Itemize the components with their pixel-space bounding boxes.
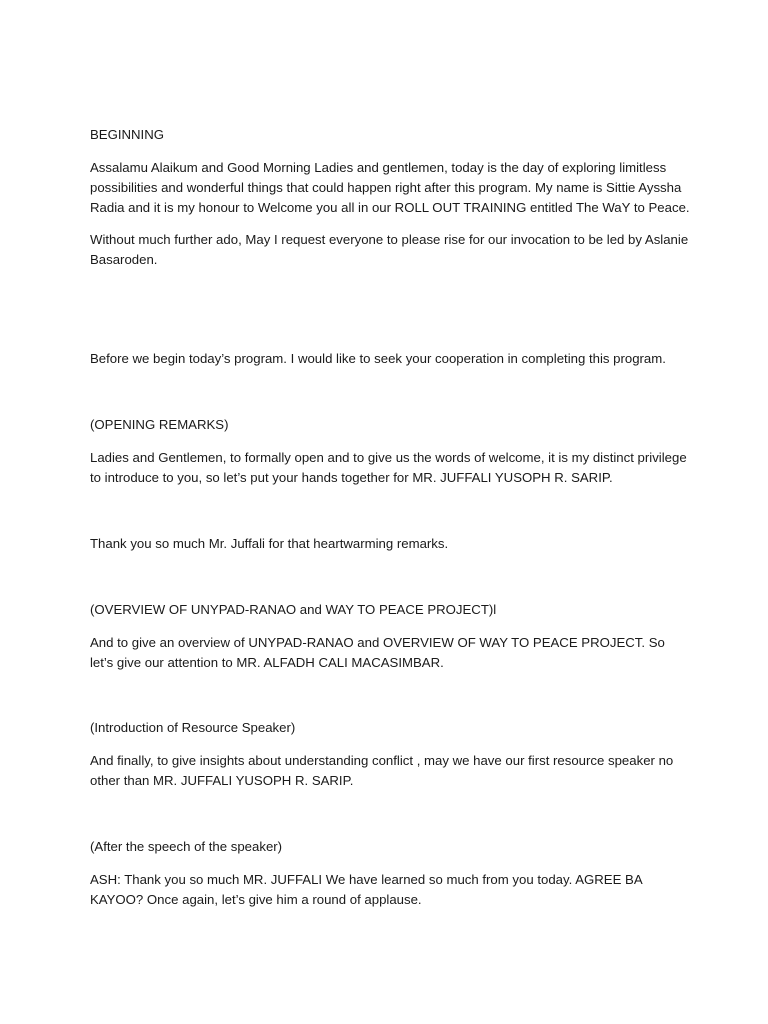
paragraph-invocation: Without much further ado, May I request everyone to please rise for our invocation to be led by Aslanie Basaroden. [90, 232, 689, 267]
paragraph-welcome: Assalamu Alaikum and Good Morning Ladies and gentlemen, today is the day of exploring limitless possibilities and wonderful things that could happen right after this program. My name is Sittie Ayssha Radia and it is my honour to Welcome you all in our ROLL OUT TRAINING entitled The WaY to Peace. [90, 160, 690, 215]
heading-resource-speaker: (Introduction of Resource Speaker) [90, 720, 296, 735]
paragraph-opening: Ladies and Gentlemen, to formally open and to give us the words of welcome, it is my distinct privilege to introduce to you, so let’s put your hands together for MR. JUFFALI YUSOPH R. SARIP. [90, 450, 687, 485]
heading-beginning: BEGINNING [90, 127, 165, 142]
paragraph-overview: And to give an overview of UNYPAD-RANAO and OVERVIEW OF WAY TO PEACE PROJECT. So let’s give our attention to MR. ALFADH CALI MACASIMBAR. [90, 635, 665, 670]
heading-overview: (OVERVIEW OF UNYPAD-RANAO and WAY TO PEACE PROJECT)l [90, 602, 497, 617]
paragraph-closing: ASH: Thank you so much MR. JUFFALI We have learned so much from you today. AGREE BA KAYOO? Once again, let’s give him a round of applause. [90, 872, 642, 907]
heading-after-speech: (After the speech of the speaker) [90, 839, 283, 854]
paragraph-resource-speaker: And finally, to give insights about understanding conflict , may we have our first resource speaker no other than MR. JUFFALI YUSOPH R. SARIP. [90, 753, 674, 788]
heading-opening-remarks: (OPENING REMARKS) [90, 417, 229, 432]
paragraph-cooperation: Before we begin today’s program. I would like to seek your cooperation in completing this program. [90, 351, 666, 366]
paragraph-thank-you-juffali: Thank you so much Mr. Juffali for that heartwarming remarks. [90, 536, 449, 551]
